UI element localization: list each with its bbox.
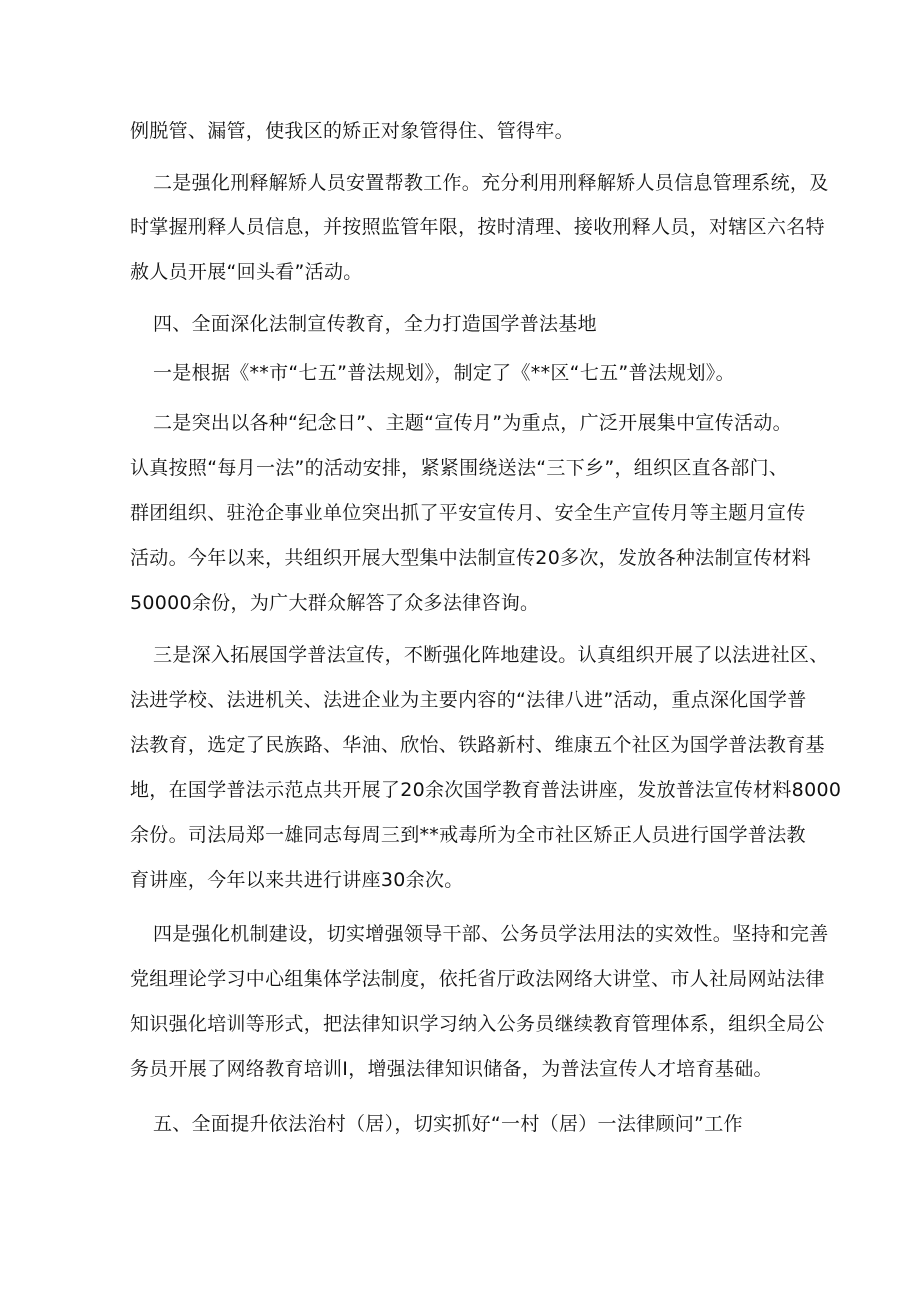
text-line: 认真按照“每月一法”的活动安排，紧紧围绕送法“三下乡”，组织区直各部门、 (130, 457, 789, 479)
section-heading: 四、全面深化法制宣传教育，全力打造国学普法基地 (153, 313, 597, 335)
text-line: 二是强化刑释解矫人员安置帮教工作。充分利用刑释解矫人员信息管理系统，及 (153, 172, 829, 194)
text-line: 务员开展了网络教育培训I，增强法律知识储备，为普法宣传人才培育基础。 (130, 1058, 773, 1080)
text-line: 四是强化机制建设，切实增强领导干部、公务员学法用法的实效性。坚持和完善 (153, 923, 829, 945)
text-line: 赦人员开展“回头看”活动。 (130, 261, 363, 283)
text-line: 三是深入拓展国学普法宣传，不断强化阵地建设。认真组织开展了以法进社区、 (153, 644, 829, 666)
text-line: 二是突出以各种“纪念日”、主题“宣传月”为重点，广泛开展集中宣传活动。 (153, 412, 792, 434)
text-line: 例脱管、漏管，使我区的矫正对象管得住、管得牢。 (130, 120, 574, 142)
text-line: 活动。今年以来，共组织开展大型集中法制宣传20多次，发放各种法制宣传材料 (130, 547, 811, 569)
text-line: 法进学校、法进机关、法进企业为主要内容的“法律八进”活动，重点深化国学普 (130, 689, 807, 711)
section-heading: 五、全面提升依法治村（居），切实抓好“一村（居）一法律顾问”工作 (153, 1113, 743, 1135)
text-line: 知识强化培训等形式，把法律知识学习纳入公务员继续教育管理体系，组织全局公 (130, 1013, 825, 1035)
text-line: 地，在国学普法示范点共开展了20余次国学教育普法讲座，发放普法宣传材料8000 (130, 779, 842, 801)
text-line: 时掌握刑释人员信息，并按照监管年限，按时清理、接收刑释人员，对辖区六名特 (130, 216, 825, 238)
text-line: 余份。司法局郑一雄同志每周三到**戒毒所为全市社区矫正人员进行国学普法教 (130, 824, 806, 846)
text-line: 育讲座，今年以来共进行讲座30余次。 (130, 869, 464, 891)
text-line: 50000余份，为广大群众解答了众多法律咨询。 (130, 592, 540, 614)
text-line: 一是根据《**市“七五”普法规划》，制定了《**区“七五”普法规划》。 (153, 362, 735, 384)
text-line: 群团组织、驻沧企事业单位突出抓了平安宣传月、安全生产宣传月等主题月宣传 (130, 502, 806, 524)
text-line: 党组理论学习中心组集体学法制度，依托省厅政法网络大讲堂、市人社局网站法律 (130, 968, 825, 990)
text-line: 法教育，选定了民族路、华油、欣怡、铁路新村、维康五个社区为国学普法教育基 (130, 734, 825, 756)
